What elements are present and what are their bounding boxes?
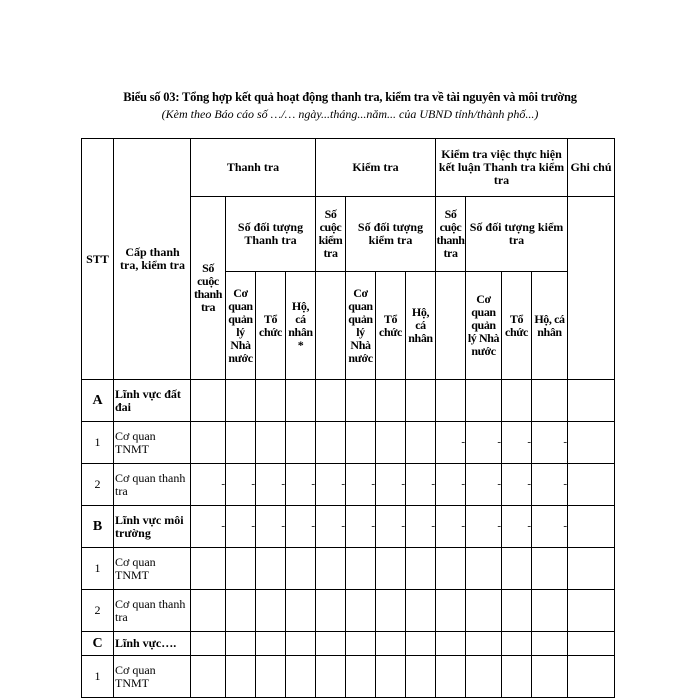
data-cell: - (286, 506, 316, 548)
inspection-count-header: Số cuộc thanh tra (191, 197, 226, 380)
data-cell: - (191, 464, 226, 506)
data-cell (406, 632, 436, 656)
examination-header: Kiểm tra (316, 139, 436, 197)
data-cell (286, 632, 316, 656)
data-cell (346, 548, 376, 590)
data-cell: - (346, 506, 376, 548)
row-label: Lĩnh vực…. (114, 632, 191, 656)
data-cell (532, 380, 568, 422)
organization-header-1: Tổ chức (256, 272, 286, 380)
state-agency-header-3: Cơ quan quản lý Nhà nước (466, 272, 502, 380)
data-cell: - (316, 464, 346, 506)
table-row (82, 656, 615, 698)
data-cell (191, 632, 226, 656)
data-cell (406, 380, 436, 422)
notes-subheader (568, 197, 615, 380)
table-row (82, 590, 615, 632)
data-cell (286, 656, 316, 698)
examination-count-header: Số cuộc kiểm tra (316, 197, 346, 272)
data-cell (532, 656, 568, 698)
data-cell (226, 656, 256, 698)
household-header-3: Hộ, cá nhân (532, 272, 568, 380)
examination-subjects-header: Số đối tượng kiểm tra (346, 197, 436, 272)
data-cell (191, 422, 226, 464)
row-label: Cơ quan TNMT (114, 656, 191, 698)
data-cell: - (376, 506, 406, 548)
notes-cell (568, 422, 615, 464)
row-number: A (82, 380, 114, 422)
data-cell (466, 590, 502, 632)
row-number: C (82, 632, 114, 656)
notes-cell (568, 464, 615, 506)
data-cell (376, 380, 406, 422)
data-cell (376, 422, 406, 464)
state-agency-header-1: Cơ quan quản lý Nhà nước (226, 272, 256, 380)
data-cell: - (256, 464, 286, 506)
notes-cell (568, 380, 615, 422)
notes-cell (568, 632, 615, 656)
data-cell (436, 590, 466, 632)
row-number: B (82, 506, 114, 548)
data-cell: - (226, 464, 256, 506)
data-cell: - (316, 506, 346, 548)
row-number: 1 (82, 656, 114, 698)
inspection-subjects-header: Số đối tượng Thanh tra (226, 197, 316, 272)
notes-cell (568, 656, 615, 698)
notes-cell (568, 548, 615, 590)
data-cell (316, 380, 346, 422)
data-cell (436, 656, 466, 698)
row-number: 2 (82, 464, 114, 506)
data-cell (346, 656, 376, 698)
empty-header-cell (436, 272, 466, 380)
data-cell: - (466, 506, 502, 548)
table-row (82, 380, 615, 422)
form-subtitle: (Kèm theo Báo cáo số …/… ngày...tháng...năm... của UBND tỉnh/thành phố...) (161, 107, 539, 121)
data-cell (256, 548, 286, 590)
data-cell (316, 548, 346, 590)
data-cell (226, 590, 256, 632)
data-cell (191, 590, 226, 632)
data-cell (406, 548, 436, 590)
data-cell (436, 632, 466, 656)
data-cell: - (256, 506, 286, 548)
data-cell (256, 380, 286, 422)
data-cell: - (286, 464, 316, 506)
organization-header-3: Tổ chức (502, 272, 532, 380)
data-cell (286, 590, 316, 632)
household-header-1: Hộ, cá nhân * (286, 272, 316, 380)
table-body (82, 380, 615, 698)
data-cell (191, 548, 226, 590)
data-cell (286, 548, 316, 590)
data-cell (376, 590, 406, 632)
table-row (82, 464, 615, 506)
data-cell (226, 422, 256, 464)
data-cell (316, 656, 346, 698)
implementation-check-header: Kiểm tra việc thực hiện kết luận Thanh tra kiểm tra (436, 139, 568, 197)
data-cell (256, 656, 286, 698)
level-header: Cấp thanh tra, kiểm tra (114, 139, 191, 380)
data-cell (256, 590, 286, 632)
data-cell (466, 656, 502, 698)
notes-header: Ghi chú (568, 139, 615, 197)
data-cell: - (466, 422, 502, 464)
table-row (82, 422, 615, 464)
row-label: Lĩnh vực môi trường (114, 506, 191, 548)
table-row (82, 632, 615, 656)
data-cell (406, 590, 436, 632)
data-cell: - (532, 506, 568, 548)
data-cell (406, 422, 436, 464)
data-cell: - (532, 422, 568, 464)
data-cell (466, 380, 502, 422)
data-cell (316, 632, 346, 656)
data-cell (532, 548, 568, 590)
data-cell (346, 590, 376, 632)
data-cell: - (466, 464, 502, 506)
data-cell (316, 590, 346, 632)
data-cell (502, 590, 532, 632)
data-cell (436, 548, 466, 590)
row-label: Cơ quan TNMT (114, 548, 191, 590)
empty-header-cell (316, 272, 346, 380)
data-cell (256, 632, 286, 656)
data-cell (286, 422, 316, 464)
data-cell (346, 422, 376, 464)
data-cell: - (502, 506, 532, 548)
report-table (81, 138, 615, 698)
data-cell (346, 380, 376, 422)
data-cell (532, 590, 568, 632)
data-cell: - (191, 506, 226, 548)
row-label: Cơ quan TNMT (114, 422, 191, 464)
data-cell (376, 632, 406, 656)
data-cell: - (226, 506, 256, 548)
data-cell (502, 548, 532, 590)
data-cell (376, 656, 406, 698)
data-cell: - (532, 464, 568, 506)
notes-cell (568, 590, 615, 632)
data-cell (191, 656, 226, 698)
row-label: Lĩnh vực đất đai (114, 380, 191, 422)
state-agency-header-2: Cơ quan quản lý Nhà nước (346, 272, 376, 380)
header-row-1 (82, 139, 615, 197)
data-cell: - (502, 464, 532, 506)
household-header-2: Hộ, cá nhân (406, 272, 436, 380)
data-cell (502, 380, 532, 422)
data-cell: - (436, 464, 466, 506)
data-cell: - (406, 506, 436, 548)
data-cell (226, 548, 256, 590)
data-cell (286, 380, 316, 422)
data-cell (256, 422, 286, 464)
form-title: Biểu số 03: Tổng hợp kết quả hoạt động thanh tra, kiểm tra về tài nguyên và môi trường (123, 90, 577, 104)
table-row (82, 506, 615, 548)
data-cell: - (346, 464, 376, 506)
data-cell: - (436, 422, 466, 464)
data-cell (436, 380, 466, 422)
data-cell: - (436, 506, 466, 548)
data-cell (316, 422, 346, 464)
data-cell: - (376, 464, 406, 506)
data-cell (191, 380, 226, 422)
data-cell (376, 548, 406, 590)
followup-subjects-header: Số đối tượng kiểm tra (466, 197, 568, 272)
data-cell (466, 632, 502, 656)
data-cell: - (406, 464, 436, 506)
data-cell (406, 656, 436, 698)
data-cell (346, 632, 376, 656)
data-cell (226, 380, 256, 422)
data-cell (532, 632, 568, 656)
stt-header: STT (82, 139, 114, 380)
inspection-header: Thanh tra (191, 139, 316, 197)
row-label: Cơ quan thanh tra (114, 464, 191, 506)
data-cell (502, 632, 532, 656)
table-row (82, 548, 615, 590)
row-number: 2 (82, 590, 114, 632)
organization-header-2: Tổ chức (376, 272, 406, 380)
data-cell (502, 656, 532, 698)
row-number: 1 (82, 422, 114, 464)
row-label: Cơ quan thanh tra (114, 590, 191, 632)
row-number: 1 (82, 548, 114, 590)
followup-count-header: Số cuộc thanh tra (436, 197, 466, 272)
data-cell (466, 548, 502, 590)
data-cell: - (502, 422, 532, 464)
data-cell (226, 632, 256, 656)
notes-cell (568, 506, 615, 548)
